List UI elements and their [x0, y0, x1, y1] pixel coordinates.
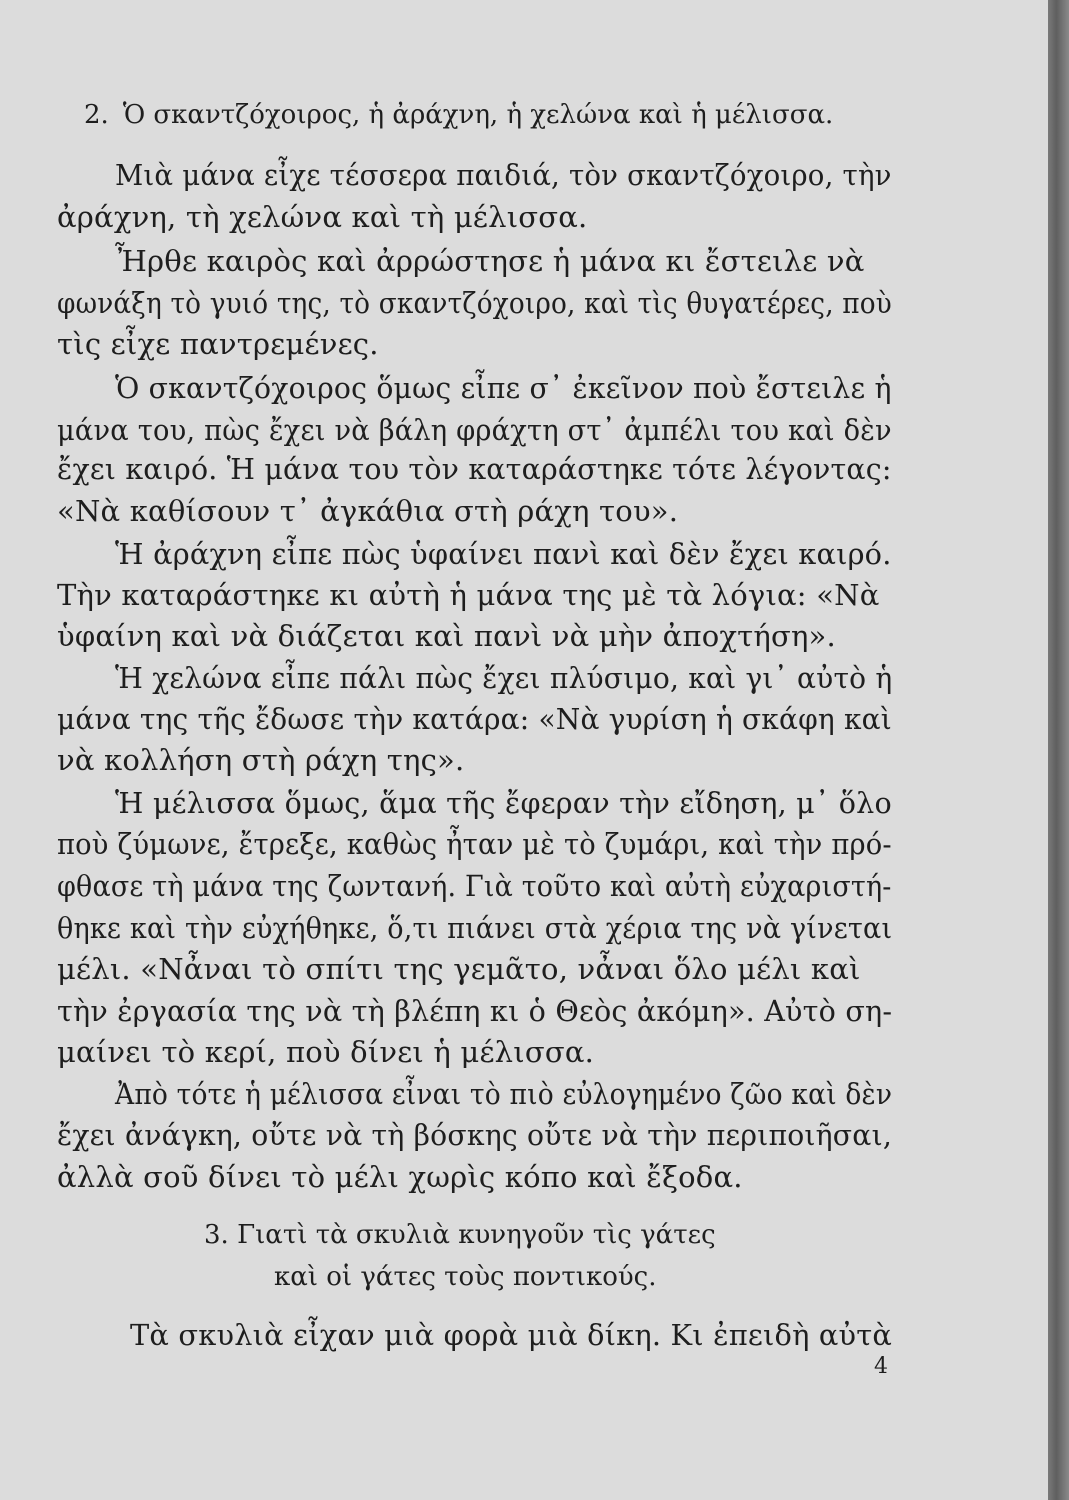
text-line: Τὰ σκυλιὰ εἶχαν μιὰ φορὰ μιὰ δίκη. Κι ἐπειδὴ αὐτὰ: [130, 1318, 893, 1352]
section-2-title: Ὁ σκαντζόχοιρος, ἡ ἀράχνη, ἡ χελώνα καὶ ἡ μέλισσα.: [122, 100, 834, 130]
text-line: θηκε καὶ τὴν εὐχήθηκε, ὅ,τι πιάνει στὰ χέρια της νὰ γίνεται: [57, 911, 893, 945]
text-line: ὑφαίνη καὶ νὰ διάζεται καὶ πανὶ νὰ μὴν ἀποχτήση».: [57, 619, 836, 653]
section-3-heading-line-2: καὶ οἱ γάτες τοὺς ποντικούς.: [274, 1262, 657, 1292]
text-line: μαίνει τὸ κερί, ποὺ δίνει ἡ μέλισσα.: [57, 1035, 595, 1069]
text-line: μάνα του, πὼς ἔχει νὰ βάλη φράχτη στ᾿ ἀμπέλι του καὶ δὲν: [57, 413, 892, 447]
text-line: νὰ κολλήση στὴ ράχη της».: [57, 743, 465, 777]
section-3-heading-line-1: 3. Γιατὶ τὰ σκυλιὰ κυνηγοῦν τὶς γάτες: [204, 1220, 716, 1250]
text-line: Τὴν καταράστηκε κι αὐτὴ ἡ μάνα της μὲ τὰ λόγια: «Νὰ: [57, 578, 880, 612]
text-line: ἔχει ἀνάγκη, οὔτε νὰ τὴ βόσκης οὔτε νὰ τὴν περιποιῆσαι,: [57, 1118, 893, 1152]
text-line: μέλι. «Νἆναι τὸ σπίτι της γεμᾶτο, νἆναι ὅλο μέλι καὶ: [57, 952, 861, 986]
section-2-number: 2.: [84, 100, 109, 130]
text-line: μάνα της τῆς ἔδωσε τὴν κατάρα: «Νὰ γυρίση ἡ σκάφη καὶ: [57, 702, 892, 736]
text-line: ποὺ ζύμωνε, ἔτρεξε, καθὼς ἦταν μὲ τὸ ζυμάρι, καὶ τὴν πρό-: [57, 827, 892, 861]
text-line: Ὁ σκαντζόχοιρος ὅμως εἶπε σ᾿ ἐκεῖνον ποὺ ἔστειλε ἡ: [115, 371, 892, 405]
text-line: τὶς εἶχε παντρεμένες.: [57, 327, 379, 361]
text-line: Ἦρθε καιρὸς καὶ ἀρρώστησε ἡ μάνα κι ἔστειλε νὰ: [115, 244, 865, 278]
page-edge-shadow: [1048, 0, 1069, 1500]
text-line: Ἀπὸ τότε ἡ μέλισσα εἶναι τὸ πιὸ εὐλογημένο ζῶο καὶ δὲν: [115, 1077, 893, 1111]
text-line: Ἡ χελώνα εἶπε πάλι πὼς ἔχει πλύσιμο, καὶ γι᾿ αὐτὸ ἡ: [115, 661, 893, 695]
text-line: Ἡ μέλισσα ὅμως, ἅμα τῆς ἔφεραν τὴν εἴδηση, μ᾿ ὅλο: [115, 786, 892, 820]
page-number: 4: [874, 1354, 888, 1379]
text-line: ἔχει καιρό. Ἡ μάνα του τὸν καταράστηκε τότε λέγοντας:: [57, 452, 892, 486]
text-line: Μιὰ μάνα εἶχε τέσσερα παιδιά, τὸν σκαντζόχοιρο, τὴν: [115, 158, 892, 192]
text-line: «Νὰ καθίσουν τ᾿ ἀγκάθια στὴ ράχη του».: [57, 494, 679, 528]
section-2-heading: [84, 100, 833, 130]
text-line: Ἡ ἀράχνη εἶπε πὼς ὑφαίνει πανὶ καὶ δὲν ἔχει καιρό.: [115, 537, 892, 571]
text-line: ἀλλὰ σοῦ δίνει τὸ μέλι χωρὶς κόπο καὶ ἔξοδα.: [57, 1160, 743, 1194]
text-line: ἀράχνη, τὴ χελώνα καὶ τὴ μέλισσα.: [57, 200, 588, 234]
text-line: φθασε τὴ μάνα της ζωντανή. Γιὰ τοῦτο καὶ αὐτὴ εὐχαριστή-: [57, 869, 892, 903]
text-line: τὴν ἐργασία της νὰ τὴ βλέπη κι ὁ Θεὸς ἀκόμη». Αὐτὸ ση-: [57, 994, 893, 1028]
text-line: φωνάξη τὸ γυιό της, τὸ σκαντζόχοιρο, καὶ τὶς θυγατέρες, ποὺ: [57, 286, 892, 320]
